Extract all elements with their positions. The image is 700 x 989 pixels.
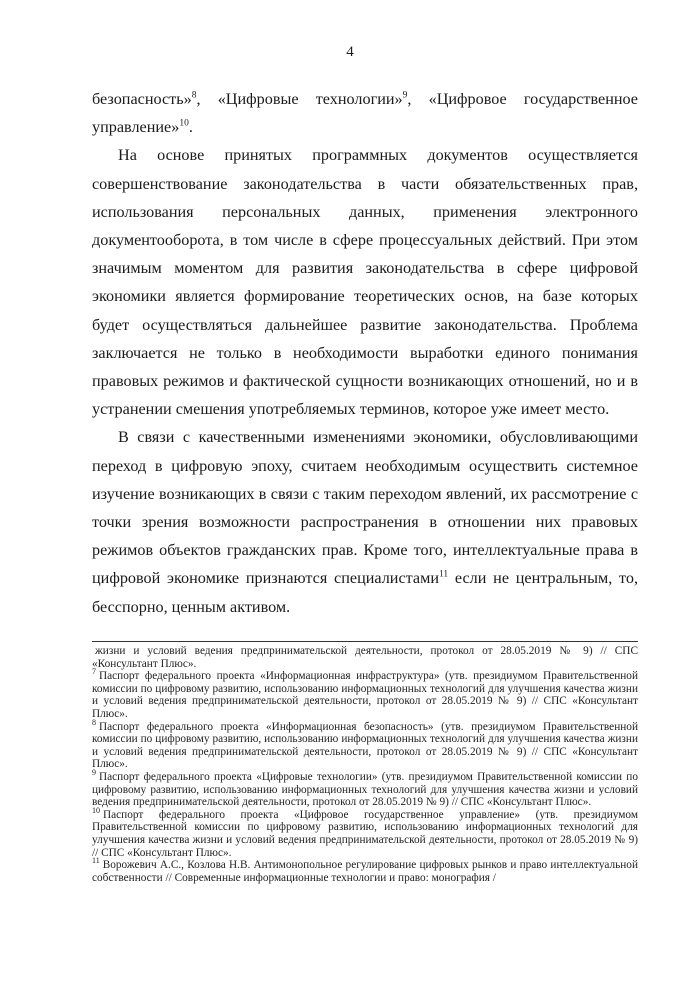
footnotes: [92, 645, 638, 884]
paragraph-legislation: На основе принятых программных документов осуществляется совершенствование законодательства в части обязательственных прав, использования персональных данных, применения электронного документооборота, в том числе в сфере процессуальных действий. При этом значимым моментом для развития законодательства в сфере цифровой экономики является формирование теоретических основ, на базе которых будет осуществляться дальнейшее развитие законодательства. Проблема заключается не только в необходимости выработки единого понимания правовых режимов и фактической сущности возникающих отношений, но и в устранении смешения употребляемых терминов, которое уже имеет место.: [92, 146, 638, 419]
footnote-divider: [92, 641, 638, 642]
footnote-ref-9[interactable]: 9: [402, 90, 408, 101]
footnote-item: $^8$ Паспорт федерального проекта «Информационная безопасность» (утв. президиумом Правительственной комиссии по цифровому развитию, использованию информационных технологий для улучшения качества жизни и условий ведения предпринимательской деятельности, протокол от 28.05.2019 № 9) // СПС «Консультант Плюс».: [92, 717, 638, 771]
footnote-item: жизни и условий ведения предпринимательской деятельности, протокол от 28.05.2019 № 9) // СПС «Консультант Плюс».: [92, 645, 638, 670]
footnote-ref-8[interactable]: 8: [191, 90, 197, 101]
footnote-item: $^{11}$ Ворожевич А.С., Козлова Н.В. Антимонопольное регулирование цифровых рынков и право интеллектуальной собственности // Современные информационные технологии и право: монография /: [92, 856, 638, 884]
body-text: [92, 85, 638, 621]
footnote-ref-11[interactable]: 11: [439, 570, 449, 581]
paragraph-continuation: безопасность»$^8$, «Цифровые технологии»$^9$, «Цифровое государственное управление»$^{10}$.: [92, 90, 638, 137]
footnote-ref-10[interactable]: 10: [179, 118, 189, 129]
page-number: 4: [346, 44, 354, 60]
footnote-item: $^{10}$ Паспорт федерального проекта «Цифровое государственное управление» (утв. президиумом Правительственной комиссии по цифровому развитию, использованию информационных технологий для улучшения качества жизни и условий ведения предпринимательской деятельности, протокол от 28.05.2019 № 9) // СПС «Консультант Плюс».: [92, 805, 638, 859]
paragraph-digital-era: В связи с качественными изменениями экономики, обусловливающими переход в цифровую эпоху, считаем необходимым осуществить системное изучение возникающих в связи с таким переходом явлений, их рассмотрение с точки зрения возможности распространения в отношении них правовых режимов объектов гражданских прав. Кроме того, интеллектуальные права в цифровой экономике признаются специалистами$^{11}$ если не центральным, то, бесспорно, ценным активом.: [92, 428, 638, 616]
footnote-item: $^9$ Паспорт федерального проекта «Цифровые технологии» (утв. президиумом Правительственной комиссии по цифровому развитию, использованию информационных технологий для улучшения качества жизни и условий ведения предпринимательской деятельности, протокол от 28.05.2019 № 9) // СПС «Консультант Плюс».: [92, 768, 638, 809]
footnote-item: $^7$ Паспорт федерального проекта «Информационная инфраструктура» (утв. президиумом Правительственной комиссии по цифровому развитию, использованию информационных технологий для улучшения качества жизни и условий ведения предпринимательской деятельности, протокол от 28.05.2019 № 9) // СПС «Консультант Плюс».: [92, 667, 638, 720]
